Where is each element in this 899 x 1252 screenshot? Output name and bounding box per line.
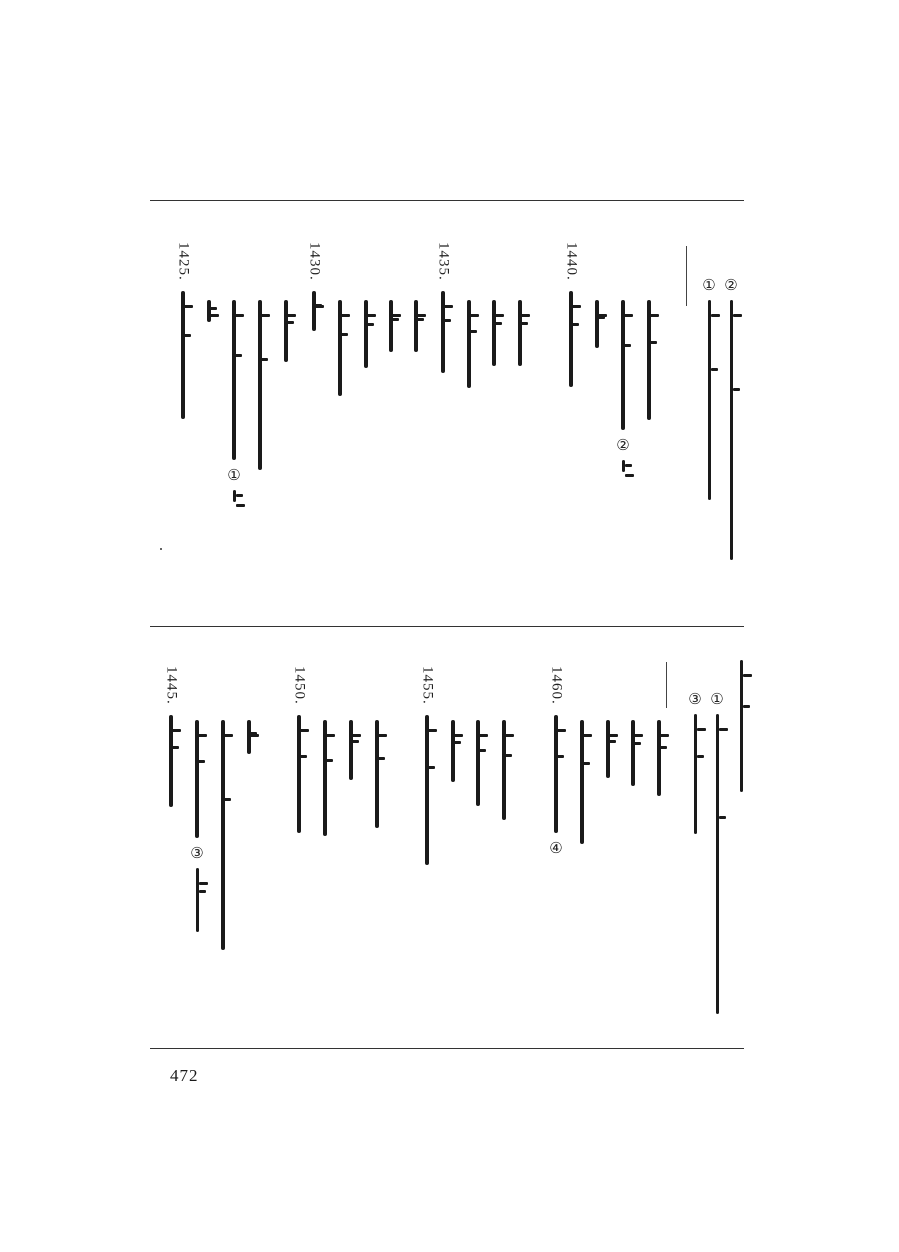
middle-rule (150, 626, 744, 627)
mongolian-script (606, 720, 610, 778)
verse-column (172, 242, 194, 419)
verse-column (571, 720, 593, 844)
footnote-number: ① (710, 690, 724, 708)
mongolian-script (657, 720, 661, 796)
verse-column (509, 300, 531, 366)
verse-column (212, 720, 234, 950)
verse-column (355, 300, 377, 368)
mongolian-script (375, 720, 379, 828)
verse-column (405, 300, 427, 352)
verse-column (432, 242, 454, 373)
mongolian-script (364, 300, 368, 368)
mongolian-script (181, 291, 185, 419)
mongolian-script (622, 460, 625, 472)
footnote-number: ① (702, 276, 716, 294)
mongolian-script (389, 300, 393, 352)
mongolian-script (284, 300, 288, 362)
verse-column (458, 300, 480, 388)
mongolian-script (207, 300, 211, 322)
running-text (730, 660, 752, 792)
mongolian-script (425, 715, 429, 865)
mongolian-script (518, 300, 522, 366)
footnote-separator-bottom (666, 662, 668, 708)
line-number: 1455. (419, 666, 436, 705)
line-number: 1460. (548, 666, 565, 705)
verse-column (380, 300, 402, 352)
footnote (698, 276, 720, 500)
verse-column (638, 300, 660, 420)
footnote (684, 690, 706, 834)
verse-column (648, 720, 670, 796)
mongolian-script (569, 291, 573, 387)
verse-column (340, 720, 362, 780)
mongolian-script (195, 720, 199, 838)
verse-column (314, 720, 336, 836)
mongolian-script (414, 300, 418, 352)
footnote (706, 690, 728, 1014)
verse-column (597, 720, 619, 778)
mongolian-script (647, 300, 651, 420)
mongolian-script (740, 660, 743, 792)
verse-column (612, 300, 634, 472)
verse-column (198, 300, 220, 322)
verse-column (560, 242, 582, 387)
mongolian-script (621, 300, 625, 430)
verse-column (223, 300, 245, 502)
mongolian-script (476, 720, 480, 806)
footnote-marker: ③ (190, 844, 204, 862)
mongolian-script (708, 300, 711, 500)
mongolian-script (338, 300, 342, 396)
line-number: 1440. (563, 242, 580, 281)
mongolian-script (232, 300, 236, 460)
footnote-separator-top (686, 246, 688, 306)
verse-column (545, 666, 567, 863)
mongolian-script (323, 720, 327, 836)
mongolian-script (492, 300, 496, 366)
stray-mark (160, 548, 162, 550)
mongolian-script (258, 300, 262, 470)
mongolian-script (716, 714, 719, 1014)
mongolian-script (196, 868, 199, 932)
mongolian-script (221, 720, 225, 950)
verse-column (186, 720, 208, 932)
verse-column (483, 300, 505, 366)
verse-column (467, 720, 489, 806)
verse-column (249, 300, 271, 470)
line-number: 1450. (291, 666, 308, 705)
mongolian-script (169, 715, 173, 807)
mongolian-script (451, 720, 455, 782)
top-rule (150, 200, 744, 201)
verse-column (160, 666, 182, 807)
verse-column (442, 720, 464, 782)
verse-column (366, 720, 388, 828)
footnote-marker: ① (227, 466, 241, 484)
page-number: 472 (170, 1066, 199, 1085)
verse-column (493, 720, 515, 820)
verse-column (238, 720, 260, 754)
mongolian-script (502, 720, 506, 820)
mongolian-script (247, 720, 251, 754)
line-number: 1425. (175, 242, 192, 281)
mongolian-script (467, 300, 471, 388)
mongolian-script (441, 291, 445, 373)
mongolian-script (694, 714, 697, 834)
mongolian-script (595, 300, 599, 348)
mongolian-script (580, 720, 584, 844)
footnote-number: ③ (688, 690, 702, 708)
line-number: 1435. (435, 242, 452, 281)
mongolian-script (631, 720, 635, 786)
bottom-rule (150, 1048, 744, 1049)
footnote-marker: ② (616, 436, 630, 454)
verse-column (329, 300, 351, 396)
verse-column (416, 666, 438, 865)
mongolian-script (554, 715, 558, 833)
line-number: 1445. (163, 666, 180, 705)
footnote (720, 276, 742, 560)
verse-column (288, 666, 310, 833)
mongolian-script (312, 291, 316, 331)
mongolian-script (730, 300, 733, 560)
footnote-marker: ④ (549, 838, 563, 857)
mongolian-script (297, 715, 301, 833)
verse-column (303, 242, 325, 331)
verse-column (275, 300, 297, 362)
mongolian-script (233, 490, 236, 502)
verse-column (622, 720, 644, 786)
verse-column (586, 300, 608, 348)
line-number: 1430. (306, 242, 323, 281)
mongolian-script (349, 720, 353, 780)
footnote-number: ② (724, 276, 738, 294)
